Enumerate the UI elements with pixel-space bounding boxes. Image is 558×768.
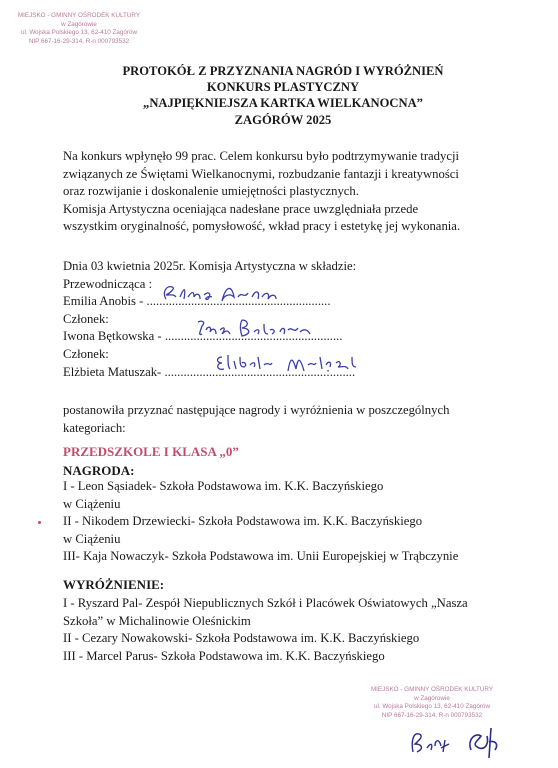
intro-line: Komisja Artystyczna oceniająca nadesłane prace uwzględniała przede: [63, 201, 419, 216]
stamp-line: NIP 667-16-29-314, R-n 000793532: [381, 711, 483, 719]
category-heading: PRZEDSZKOLE I KLASA „0”: [63, 444, 239, 459]
list-item: I - Leon Sąsiadek- Szkoła Podstawowa im. K.K. Baczyńskiego: [63, 479, 384, 493]
signature-member1: [192, 316, 332, 342]
member1-name: Iwona Bętkowska -: [63, 329, 165, 344]
list-item: III- Kaja Nowaczyk- Szkoła Podstawowa im. Unii Europejskiej w Trąbczynie: [63, 549, 459, 564]
member2-label: Członek:: [63, 346, 109, 361]
list-item: w Ciążeniu: [63, 531, 121, 546]
signature-member2: [212, 349, 372, 377]
intro-line: Na konkurs wpłynęło 99 prac. Celem konkursu było podtrzymywanie tradycji: [63, 149, 460, 163]
list-item: I - Ryszard Pal- Zespół Niepublicznych Szkół i Placówek Oświatowych „Nasza: [63, 596, 468, 610]
title-line: KONKURS PLASTYCZNY: [206, 80, 360, 95]
awards-heading: NAGRODA:: [63, 463, 135, 478]
stamp-line: MIEJSKO - GMINNY OŚRODEK KULTURY: [17, 12, 141, 19]
stamp-line: MIEJSKO - GMINNY OŚRODEK KULTURY: [370, 686, 494, 693]
stamp-line: ul. Wojska Polskiego 13, 62-410 Zagórów: [373, 703, 491, 711]
list-item: w Ciążeniu: [63, 496, 121, 511]
title-line: ZAGÓRÓW 2025: [234, 112, 332, 127]
signature-chair: [160, 281, 300, 307]
honors-list: [63, 595, 513, 665]
list-item: II - Cezary Nowakowski- Szkoła Podstawowa im. K.K. Baczyńskiego: [63, 631, 420, 646]
document-title: [60, 63, 506, 128]
title-line: „NAJPIĘKNIEJSZA KARTKA WIELKANOCNA”: [143, 96, 423, 111]
list-item: III - Marcel Parus- Szkoła Podstawowa im. K.K. Baczyńskiego: [63, 648, 385, 663]
intro-line: wszystkim oryginalność, pomysłowość, wkład pracy i estetykę jej wykonania.: [63, 219, 461, 234]
member2-dots: ...................................................: [164, 364, 327, 379]
stamp-line: ul. Wojska Polskiego 13, 62-410 Zagórów: [20, 29, 138, 37]
intro-paragraph: [63, 148, 503, 236]
initials-signature: [405, 722, 515, 762]
decision-paragraph: [63, 402, 503, 437]
chair-label: Przewodnicząca :: [63, 276, 153, 291]
list-item: Szkoła” w Michalinowie Oleśnickim: [63, 613, 251, 628]
awards-list: [63, 478, 513, 566]
title-line: PROTOKÓŁ Z PRZYZNANIA NAGRÓD I WYRÓŻNIEŃ: [122, 64, 444, 78]
member2-name: Elżbieta Matuszak-: [63, 364, 165, 379]
stamp-line: w Zagórowie: [61, 20, 97, 28]
member2-dots-end: :........: [326, 364, 356, 379]
institution-stamp-top: [14, 12, 144, 46]
stamp-line: NIP 667-16-29-314, R-n 000793532: [28, 37, 130, 45]
ink-dot: [38, 521, 41, 524]
stamp-line: w Zagórowie: [414, 694, 450, 702]
chair-dots: ..........................................................: [146, 294, 331, 309]
member1-dots: ........................................................: [164, 329, 343, 344]
intro-line: związanych ze Świętami Wielkanocnymi, rozbudzanie fantazji i kreatywności: [63, 166, 459, 181]
honors-heading: WYRÓŻNIENIE:: [63, 577, 165, 592]
decision-line: kategoriach:: [63, 420, 126, 435]
institution-stamp-bottom: [362, 686, 502, 720]
chair-name: Emilia Anobis -: [63, 294, 147, 309]
decision-line: postanowiła przyznać następujące nagrody i wyróżnienia w poszczególnych: [63, 403, 450, 417]
list-item: II - Nikodem Drzewiecki- Szkoła Podstawowa im. K.K. Baczyńskiego: [63, 514, 423, 529]
member1-label: Członek:: [63, 311, 109, 326]
jury-date-line: Dnia 03 kwietnia 2025r. Komisja Artystyczna w składzie:: [63, 259, 357, 273]
intro-line: oraz rozwijanie i doskonalenie umiejętności plastycznych.: [63, 184, 359, 199]
